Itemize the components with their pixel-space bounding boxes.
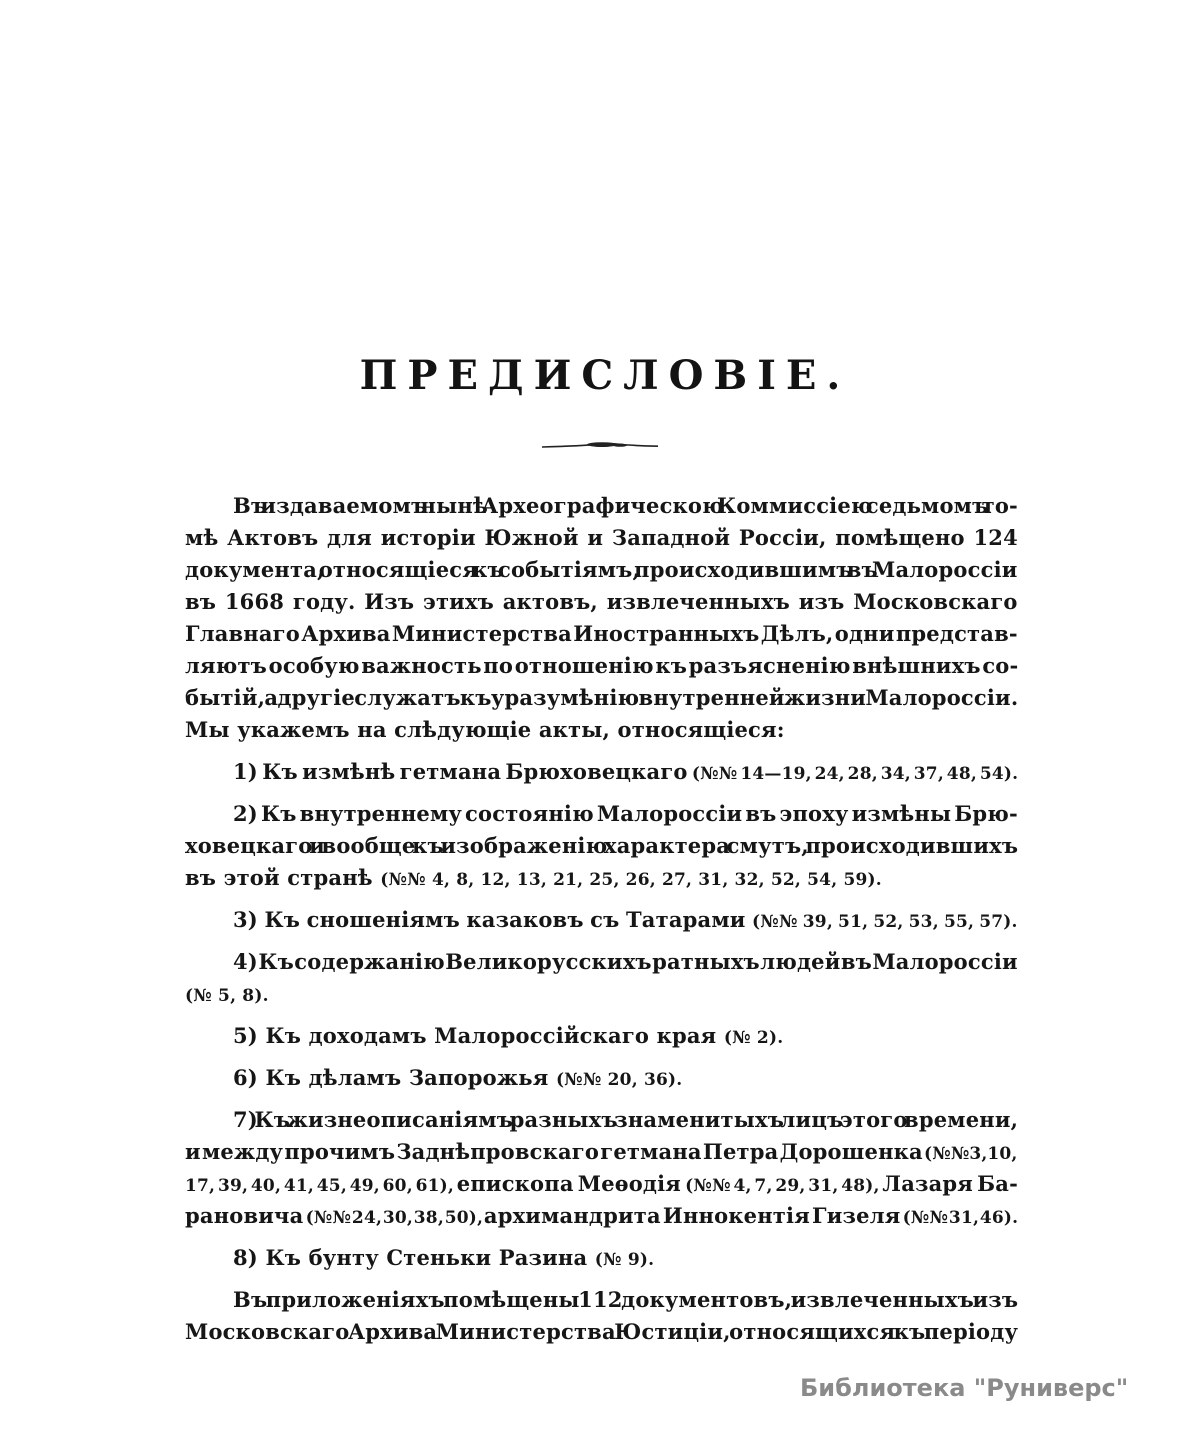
text-line-content xyxy=(185,1316,1018,1348)
text-line-content xyxy=(185,978,269,1012)
text-line-content xyxy=(185,586,1018,618)
text-line-content xyxy=(185,862,882,896)
text-line-content xyxy=(185,1200,1018,1234)
text-line-content xyxy=(185,522,1018,554)
text-segment: Мы укажемъ на слѣдующіе акты, относящіеся: xyxy=(185,717,785,742)
text-line xyxy=(185,1200,1018,1232)
text-line xyxy=(185,978,1018,1010)
doc-number-reference: (№№ 20, 36). xyxy=(555,1070,683,1090)
text-segment: Московскаго Архива Министерства Юстиціи, относящихся къ періоду xyxy=(185,1319,1019,1344)
text-line xyxy=(185,904,1018,936)
text-segment: 5) Къ доходамъ Малороссійскаго края xyxy=(233,1023,724,1048)
text-line-content xyxy=(233,490,1018,522)
text-segment: 3) Къ сношеніямъ казаковъ съ Татарами xyxy=(233,907,753,932)
text-segment: ховецкаго и вообще къ изображенію характера смутъ, происходившихъ xyxy=(185,833,1019,858)
text-line xyxy=(185,1062,1018,1094)
doc-number-reference: (№№ 14—19, 24, 28, 34, 37, 48, 54). xyxy=(691,764,1019,784)
text-line xyxy=(185,490,1018,522)
doc-number-reference: (№№ 24, 30, 38, 50), xyxy=(305,1208,484,1228)
text-line-content xyxy=(233,1284,1018,1316)
ornament-divider xyxy=(0,440,1200,452)
text-segment: 1) Къ измѣнѣ гетмана Брюховецкаго xyxy=(233,759,692,784)
text-segment: Главнаго Архива Министерства Иностранныхъ Дѣлъ, одни представ- xyxy=(185,621,1018,646)
text-line xyxy=(185,682,1018,714)
list-item-6 xyxy=(185,1062,1018,1094)
text-line xyxy=(185,650,1018,682)
text-line-content xyxy=(233,1020,783,1054)
text-segment: мѣ Актовъ для исторіи Южной и Западной Россіи, помѣщено 124 xyxy=(185,525,1018,550)
intro-paragraph xyxy=(185,490,1018,746)
text-line-content xyxy=(233,798,1018,830)
text-body xyxy=(185,490,1018,1348)
text-line-content xyxy=(233,756,1018,790)
list-item-3 xyxy=(185,904,1018,936)
text-line xyxy=(185,522,1018,554)
doc-number-reference: 17, 39, 40, 41, 45, 49, 60, 61), xyxy=(185,1176,457,1196)
text-line-content xyxy=(185,1168,1018,1202)
text-segment: 6) Къ дѣламъ Запорожья xyxy=(233,1065,556,1090)
text-line-content xyxy=(233,1062,682,1096)
list-item-2 xyxy=(185,798,1018,894)
text-segment: архимандрита Иннокентія Гизеля xyxy=(483,1203,903,1228)
text-segment: бытій, а другіе служатъ къ уразумѣнію внутренней жизни Малороссіи. xyxy=(185,685,1019,710)
text-segment: Въ приложеніяхъ помѣщены 112 документовъ, извлеченныхъ изъ xyxy=(233,1287,1019,1312)
appendix-paragraph xyxy=(185,1284,1018,1348)
text-segment: ляютъ особую важность по отношенію къ разъясненію внѣшнихъ со- xyxy=(185,653,1019,678)
doc-number-reference: (№№ 3, 10, xyxy=(924,1144,1018,1164)
doc-number-reference: (№№ 4, 8, 12, 13, 21, 25, 26, 27, 31, 32, 52, 54, 59). xyxy=(380,870,882,890)
list-item-5 xyxy=(185,1020,1018,1052)
text-line xyxy=(185,756,1018,788)
text-line-content xyxy=(233,946,1018,978)
text-line xyxy=(185,1136,1018,1168)
text-line-content xyxy=(185,714,785,746)
text-segment: 2) Къ внутреннему состоянію Малороссіи въ эпоху измѣны Брю- xyxy=(233,801,1018,826)
doc-number-reference: (№№ 31, 46). xyxy=(902,1208,1019,1228)
text-line-content xyxy=(185,1136,1018,1170)
text-line-content xyxy=(233,1242,654,1276)
text-line-content xyxy=(185,682,1018,714)
doc-number-reference: (№№ 4, 7, 29, 31, 48), xyxy=(685,1176,883,1196)
text-line xyxy=(185,1020,1018,1052)
text-segment: 4) Къ содержанію Великорусскихъ ратныхъ людей въ Малороссіи xyxy=(233,949,1018,974)
text-line xyxy=(185,554,1018,586)
doc-number-reference: (№ 9). xyxy=(594,1250,655,1270)
doc-number-reference: (№ 5, 8). xyxy=(185,986,269,1006)
text-line xyxy=(185,798,1018,830)
text-line xyxy=(185,830,1018,862)
text-line xyxy=(185,586,1018,618)
text-line xyxy=(185,1104,1018,1136)
text-segment: Въ издаваемомъ нынѣ Археографическою Коммиссіею седьмомъ то- xyxy=(233,493,1018,518)
text-line xyxy=(185,1168,1018,1200)
text-line xyxy=(185,862,1018,894)
text-line xyxy=(185,1242,1018,1274)
text-segment: рановича xyxy=(185,1203,306,1228)
text-segment: документа, относящіеся къ событіямъ, происходившимъ въ Малороссіи xyxy=(185,557,1018,582)
text-line xyxy=(185,618,1018,650)
list-item-4 xyxy=(185,946,1018,1010)
doc-number-reference: (№ 2). xyxy=(723,1028,784,1048)
text-segment: 7) Къ жизнеописаніямъ разныхъ знаменитыхъ лицъ этого времени, xyxy=(233,1107,1019,1132)
text-line xyxy=(185,946,1018,978)
text-line-content xyxy=(233,904,1018,938)
list-item-1 xyxy=(185,756,1018,788)
list-item-7 xyxy=(185,1104,1018,1232)
text-line-content xyxy=(185,830,1018,862)
list-item-8 xyxy=(185,1242,1018,1274)
text-line-content xyxy=(185,650,1018,682)
page-title: ПРЕДИСЛОВІЕ. xyxy=(359,352,851,399)
text-line-content xyxy=(185,618,1018,650)
text-segment: 8) Къ бунту Стеньки Разина xyxy=(233,1245,595,1270)
text-segment: въ этой странѣ xyxy=(185,865,381,890)
text-segment: и между прочимъ Заднѣпровскаго гетмана Петра Дорошенка xyxy=(185,1139,925,1164)
text-line-content xyxy=(233,1104,1018,1136)
divider-flourish-icon xyxy=(540,440,660,452)
text-line xyxy=(185,1316,1018,1348)
library-watermark: Библиотека "Руниверс" xyxy=(800,1374,1129,1402)
text-line xyxy=(185,714,1018,746)
text-line xyxy=(185,1284,1018,1316)
text-segment: епископа Меѳодія xyxy=(456,1171,686,1196)
text-segment: въ 1668 году. Изъ этихъ актовъ, извлеченныхъ изъ Московскаго xyxy=(185,589,1018,614)
text-segment: Лазаря Ба- xyxy=(882,1171,1019,1196)
text-line-content xyxy=(185,554,1018,586)
doc-number-reference: (№№ 39, 51, 52, 53, 55, 57). xyxy=(752,912,1018,932)
